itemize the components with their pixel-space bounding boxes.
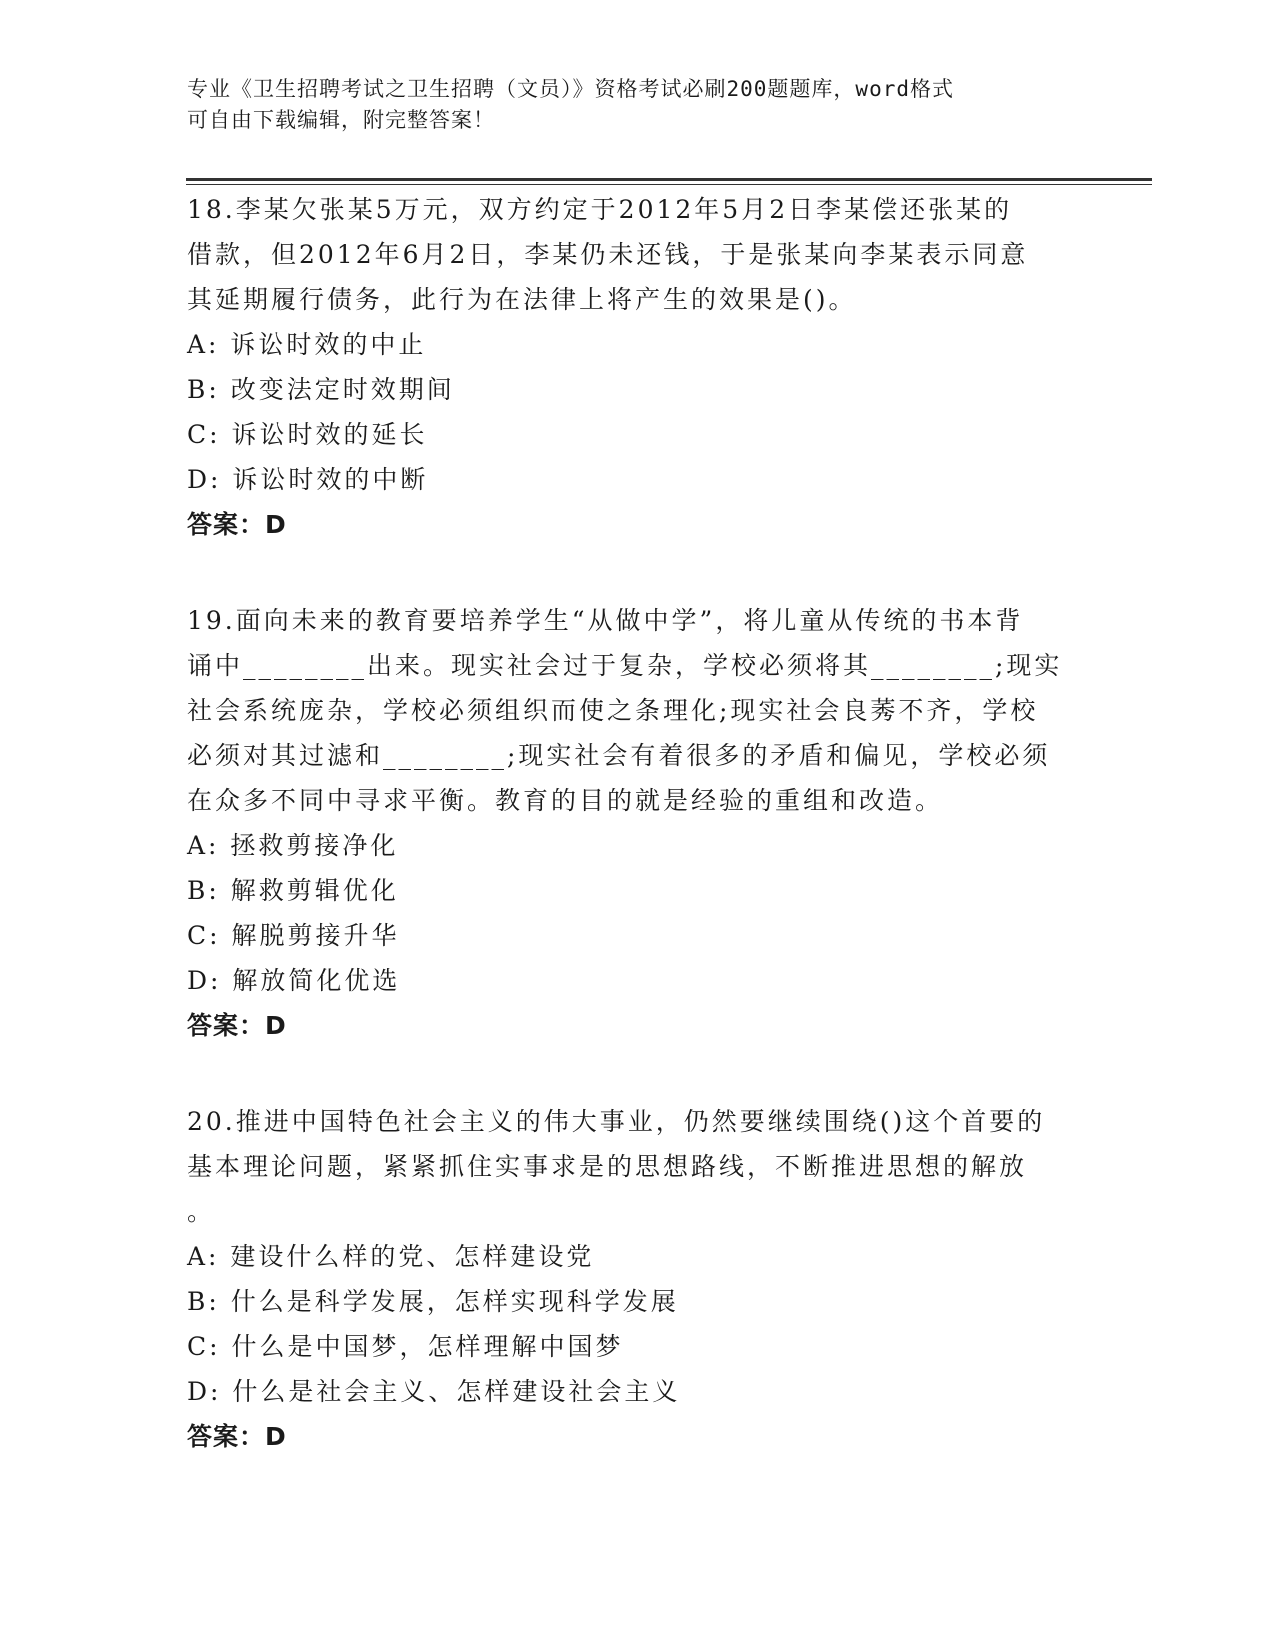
option-c: C: 诉讼时效的延长 (187, 420, 428, 449)
option-d: D: 什么是社会主义、怎样建设社会主义 (187, 1377, 681, 1406)
question-stem-line: 必须对其过滤和________;现实社会有着很多的矛盾和偏见，学校必须 (187, 741, 1051, 770)
header-line-2: 可自由下载编辑，附完整答案！ (187, 108, 495, 132)
header-rule-thick (186, 178, 1152, 181)
question-stem-line: 20.推进中国特色社会主义的伟大事业，仍然要继续围绕()这个首要的 (187, 1107, 1046, 1136)
header-line-1: 专业《卫生招聘考试之卫生招聘（文员）》资格考试必刷200题题库，word格式 (187, 77, 954, 101)
answer-label: 答案：D (187, 1011, 287, 1040)
option-b: B: 改变法定时效期间 (187, 375, 455, 404)
question-stem-line: 18.李某欠张某5万元，双方约定于2012年5月2日李某偿还张某的 (187, 195, 1013, 224)
option-d: D: 诉讼时效的中断 (187, 465, 429, 494)
question-stem-line: 诵中________出来。现实社会过于复杂，学校必须将其________;现实 (187, 651, 1063, 680)
option-a: A: 建设什么样的党、怎样建设党 (187, 1242, 595, 1271)
option-a: A: 拯救剪接净化 (187, 831, 399, 860)
question-18 (187, 187, 1087, 547)
question-stem-line: 在众多不同中寻求平衡。教育的目的就是经验的重组和改造。 (187, 786, 944, 815)
answer-label: 答案：D (187, 1422, 287, 1451)
answer-label: 答案：D (187, 510, 287, 539)
document-header (187, 74, 1087, 136)
option-a: A: 诉讼时效的中止 (187, 330, 427, 359)
question-stem-line: 其延期履行债务，此行为在法律上将产生的效果是()。 (187, 285, 857, 314)
question-stem-line: 。 (187, 1197, 216, 1226)
option-d: D: 解放简化优选 (187, 966, 401, 995)
option-b: B: 什么是科学发展，怎样实现科学发展 (187, 1287, 679, 1316)
header-rule-thin (186, 184, 1152, 185)
option-b: B: 解救剪辑优化 (187, 876, 399, 905)
question-20 (187, 1099, 1087, 1459)
question-19 (187, 598, 1087, 1048)
question-stem-line: 借款，但2012年6月2日，李某仍未还钱，于是张某向李某表示同意 (187, 240, 1029, 269)
option-c: C: 什么是中国梦，怎样理解中国梦 (187, 1332, 624, 1361)
question-stem-line: 19.面向未来的教育要培养学生“从做中学”，将儿童从传统的书本背 (187, 606, 1024, 635)
question-stem-line: 基本理论问题，紧紧抓住实事求是的思想路线，不断推进思想的解放 (187, 1152, 1028, 1181)
question-stem-line: 社会系统庞杂，学校必须组织而使之条理化;现实社会良莠不齐，学校 (187, 696, 1039, 725)
option-c: C: 解脱剪接升华 (187, 921, 400, 950)
